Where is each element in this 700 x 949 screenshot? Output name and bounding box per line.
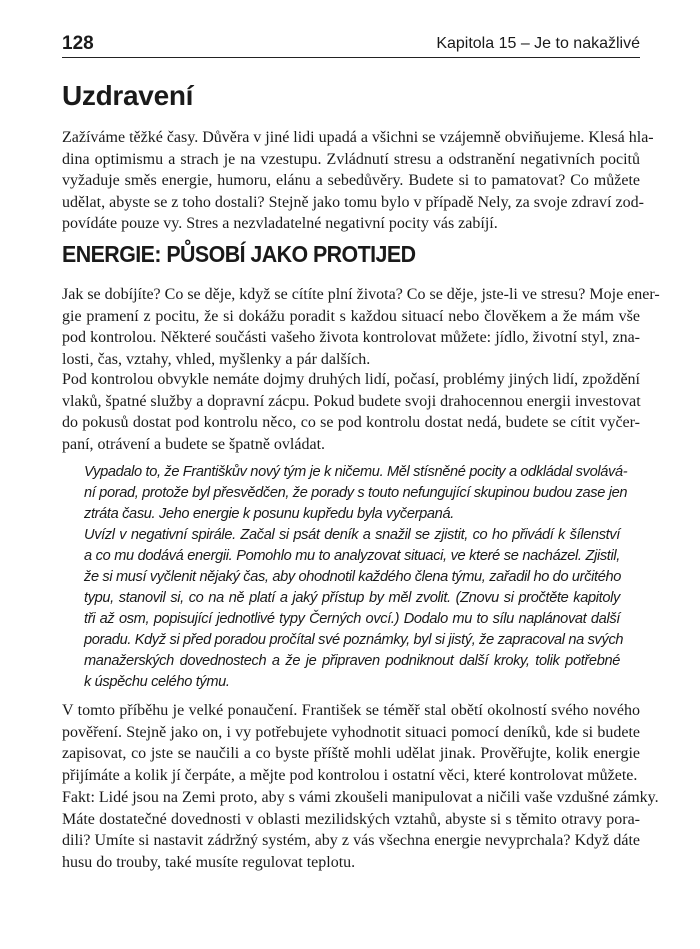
text-line: Jak se dobíjíte? Co se děje, když se cítíte plní života? Co se děje, jste-li ve stresu? Moje ener- [62,286,660,303]
text-line: manažerských dovednostech a že je připraven podniknout další kroky, tolik potřebné [84,653,620,669]
text-line: ní porad, protože byl přesvědčen, že porady s touto nefungující skupinou budou zase jen [84,485,628,501]
quote-paragraph [84,462,628,525]
text-line: dili? Umíte si nastavit zádržný systém, aby z vás všechna energie nevyprchala? Když dáte [62,832,640,850]
text-line: tři až osm, popisující jednotlivé typy Černých ovcí.) Dodalo mu to sílu naplánovat další [84,611,620,627]
text-line: přijímáte a kolik jí čerpáte, a mějte pod kontrolou i ostatní věci, které kontrolovat můžete. [62,766,638,784]
text-line: udělat, abyste se z toho dostali? Stejně jako tomu bylo v případě Nely, za svoje zdraví zod- [62,193,644,211]
text-line: Fakt: Lidé jsou na Zemi proto, aby s vámi zkoušeli manipulovat a ničili vaše vzdušné zámky. [62,789,659,806]
text-line: V tomto příběhu je velké ponaučení. František se téměř stal obětí okolností svého nového [62,702,640,719]
paragraph [62,127,654,235]
paragraph [62,700,640,786]
text-line: k úspěchu celého týmu. [84,674,230,690]
text-line: paní, otrávení a budete se špatně ovládat. [62,435,326,453]
text-line: do pokusů dostat pod kontrolu něco, co se pod kontrolu dostat nedá, budete se cítit vyčer- [62,414,640,432]
subsection-heading: ENERGIE: PŮSOBÍ JAKO PROTIJED [62,241,416,267]
text-line: zapisovat, co jste se naučili a co byste příště mohli udělat jinak. Prověřujte, kolik energie [62,745,640,763]
text-line: vyžaduje směs energie, humoru, elánu a sebedůvěry. Budete si to pamatovat? Co můžete [62,172,640,190]
text-line: Zažíváme těžké časy. Důvěra v jiné lidi upadá a všichni se vzájemně obviňujeme. Klesá hla- [62,129,654,146]
paragraph [62,284,660,370]
text-line: typu, stanovil si, co na ně platí a jaký přístup by měl zvolit. (Znovu si pročtěte kapitoly [84,590,620,606]
text-line: pod kontrolou. Některé součásti vašeho života kontrolovat můžete: jídlo, životní styl, zna- [62,329,640,347]
text-line: losti, čas, vztahy, vhled, myšlenky a pár dalších. [62,350,371,368]
running-header [62,33,640,58]
text-line: vlaků, špatné služby a dopravní zácpu. Pokud budete svoji drahocennou energii investovat [62,392,641,410]
quote-paragraph [84,525,624,693]
text-line: Vypadalo to, že Františkův nový tým je k ničemu. Měl stísněné pocity a odkládal svolává- [84,464,628,480]
text-line: že si musí vyčlenit nějaký čas, aby ohodnotil každého člena týmu, zařadil ho do určitého [84,569,622,585]
text-line: ztráta času. Jeho energie k posunu kupředu byla vyčerpaná. [84,506,454,522]
text-line: Uvízl v negativní spirále. Začal si psát deník a snažil se zjistit, co ho přivádí k šílenství [84,527,620,543]
chapter-title: Kapitola 15 – Je to nakažlivé [436,35,640,52]
text-line: husu do trouby, také musíte regulovat teplotu. [62,853,356,871]
text-line: dina optimismu a strach je na vzestupu. Zvládnutí stresu a odstranění negativních pocitů [62,150,640,168]
text-line: gie pramení z pocitu, že si dokážu poradit s každou situací nebo člověkem a že mám vše [62,307,640,325]
text-line: poradu. Když si před poradou pročítal své poznámky, byl si jistý, že zapracoval na svých [84,632,624,648]
text-line: pověření. Stejně jako on, i vy potřebujete vyhodnotit situaci pomocí deníků, kde si budete [62,723,640,741]
section-title: Uzdravení [62,80,194,111]
paragraph [62,369,640,455]
text-line: povídáte pouze vy. Stres a nezvladatelné negativní pocity vás zabíjí. [62,215,498,233]
text-line: Pod kontrolou obvykle nemáte dojmy druhých lidí, počasí, problémy jiných lidí, zpoždění [62,371,640,388]
text-line: Máte dostatečné dovednosti v oblasti mezilidských vztahů, abyste si s těmito otravy pora- [62,810,640,828]
paragraph [62,787,659,873]
page-number: 128 [62,33,94,54]
text-line: a co mu dodává energii. Pomohlo mu to analyzovat situaci, ve které se nacházel. Zjistil, [84,548,620,564]
